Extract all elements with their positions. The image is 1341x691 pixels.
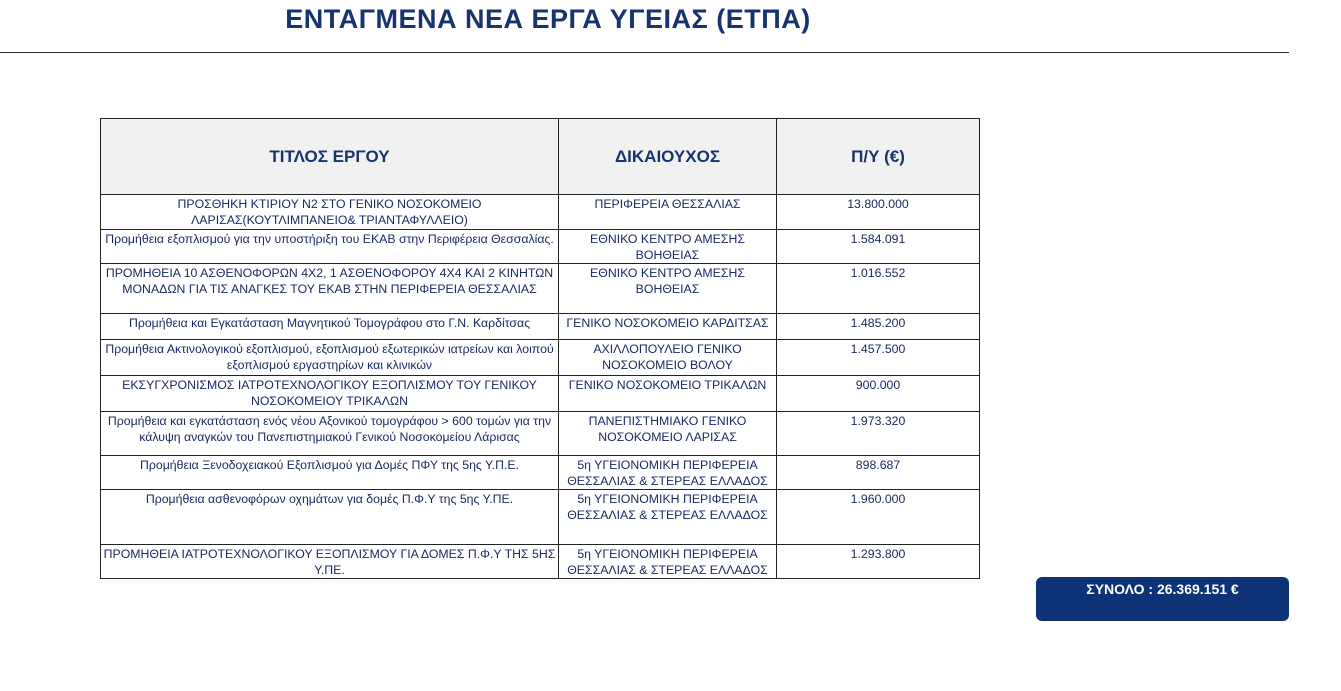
- table-row: [101, 490, 980, 545]
- beneficiary: ΓΕΝΙΚΟ ΝΟΣΟΚΟΜΕΙΟ ΤΡΙΚΑΛΩΝ: [559, 376, 777, 412]
- title-divider: [0, 52, 1289, 53]
- table-row: [101, 412, 980, 456]
- table-row: [101, 545, 980, 579]
- table-row: [101, 456, 980, 490]
- project-title: Προμήθεια Ακτινολογικού εξοπλισμού, εξοπλισμού εξωτερικών ιατρείων και λοιπού εξοπλισμού εργαστηρίων και κλινικών: [101, 340, 559, 376]
- budget: 1.584.091: [777, 230, 980, 264]
- project-title: Προμήθεια και εγκατάσταση ενός νέου Αξονικού τομογράφου > 600 τομών για την κάλυψη αναγκών του Πανεπιστημιακού Γενικού Νοσοκομείου Λάρισας: [101, 412, 559, 456]
- beneficiary: 5η ΥΓΕΙΟΝΟΜΙΚΗ ΠΕΡΙΦΕΡΕΙΑ ΘΕΣΣΑΛΙΑΣ & ΣΤΕΡΕΑΣ ΕΛΛΑΔΟΣ: [559, 490, 777, 545]
- beneficiary: ΠΑΝΕΠΙΣΤΗΜΙΑΚΟ ΓΕΝΙΚΟ ΝΟΣΟΚΟΜΕΙΟ ΛΑΡΙΣΑΣ: [559, 412, 777, 456]
- beneficiary: ΠΕΡΙΦΕΡΕΙΑ ΘΕΣΣΑΛΙΑΣ: [559, 195, 777, 230]
- budget: 1.485.200: [777, 314, 980, 340]
- table-row: [101, 376, 980, 412]
- project-title: Προμήθεια Ξενοδοχειακού Εξοπλισμού για Δομές ΠΦΥ της 5ης Υ.Π.Ε.: [101, 456, 559, 490]
- project-title: ΠΡΟΣΘΗΚΗ ΚΤΙΡΙΟΥ Ν2 ΣΤΟ ΓΕΝΙΚΟ ΝΟΣΟΚΟΜΕΙΟ ΛΑΡΙΣΑΣ(ΚΟΥΤΛΙΜΠΑΝΕΙΟ& ΤΡΙΑΝΤΑΦΥΛΛΕΙΟ): [101, 195, 559, 230]
- project-title: Προμήθεια ασθενοφόρων οχημάτων για δομές Π.Φ.Υ της 5ης Υ.ΠΕ.: [101, 490, 559, 545]
- header-beneficiary: ΔΙΚΑΙΟΥΧΟΣ: [559, 119, 777, 195]
- table-row: [101, 340, 980, 376]
- beneficiary: 5η ΥΓΕΙΟΝΟΜΙΚΗ ΠΕΡΙΦΕΡΕΙΑ ΘΕΣΣΑΛΙΑΣ & ΣΤΕΡΕΑΣ ΕΛΛΑΔΟΣ: [559, 545, 777, 579]
- budget: 1.457.500: [777, 340, 980, 376]
- budget: 1.293.800: [777, 545, 980, 579]
- project-title: Προμήθεια και Εγκατάσταση Μαγνητικού Τομογράφου στο Γ.Ν. Καρδίτσας: [101, 314, 559, 340]
- beneficiary: 5η ΥΓΕΙΟΝΟΜΙΚΗ ΠΕΡΙΦΕΡΕΙΑ ΘΕΣΣΑΛΙΑΣ & ΣΤΕΡΕΑΣ ΕΛΛΑΔΟΣ: [559, 456, 777, 490]
- budget: 1.960.000: [777, 490, 980, 545]
- projects-table: [100, 118, 980, 579]
- total-badge: ΣΥΝΟΛΟ : 26.369.151 €: [1036, 577, 1289, 621]
- project-title: ΠΡΟΜΗΘΕΙΑ ΙΑΤΡΟΤΕΧΝΟΛΟΓΙΚΟΥ ΕΞΟΠΛΙΣΜΟΥ ΓΙΑ ΔΟΜΕΣ Π.Φ.Υ ΤΗΣ 5ΗΣ Υ.ΠΕ.: [101, 545, 559, 579]
- header-title: ΤΙΤΛΟΣ ΕΡΓΟΥ: [101, 119, 559, 195]
- budget: 898.687: [777, 456, 980, 490]
- page-title: ΕΝΤΑΓΜΕΝΑ ΝΕΑ ΕΡΓΑ ΥΓΕΙΑΣ (ΕΤΠΑ): [285, 4, 811, 34]
- table-row: [101, 230, 980, 264]
- budget: 900.000: [777, 376, 980, 412]
- budget: 1.016.552: [777, 264, 980, 314]
- project-title: ΕΚΣΥΓΧΡΟΝΙΣΜΟΣ ΙΑΤΡΟΤΕΧΝΟΛΟΓΙΚΟΥ ΕΞΟΠΛΙΣΜΟΥ ΤΟΥ ΓΕΝΙΚΟΥ ΝΟΣΟΚΟΜΕΙΟΥ ΤΡΙΚΑΛΩΝ: [101, 376, 559, 412]
- table-row: [101, 264, 980, 314]
- table-row: [101, 195, 980, 230]
- beneficiary: ΕΘΝΙΚΟ ΚΕΝΤΡΟ ΑΜΕΣΗΣ ΒΟΗΘΕΙΑΣ: [559, 264, 777, 314]
- beneficiary: ΑΧΙΛΛΟΠΟΥΛΕΙΟ ΓΕΝΙΚΟ ΝΟΣΟΚΟΜΕΙΟ ΒΟΛΟΥ: [559, 340, 777, 376]
- beneficiary: ΕΘΝΙΚΟ ΚΕΝΤΡΟ ΑΜΕΣΗΣ ΒΟΗΘΕΙΑΣ: [559, 230, 777, 264]
- project-title: Προμήθεια εξοπλισμού για την υποστήριξη του ΕΚΑΒ στην Περιφέρεια Θεσσαλίας.: [101, 230, 559, 264]
- budget: 1.973.320: [777, 412, 980, 456]
- header-budget: Π/Υ (€): [777, 119, 980, 195]
- budget: 13.800.000: [777, 195, 980, 230]
- project-title: ΠΡΟΜΗΘΕΙΑ 10 ΑΣΘΕΝΟΦΟΡΩΝ 4Χ2, 1 ΑΣΘΕΝΟΦΟΡΟΥ 4Χ4 ΚΑΙ 2 ΚΙΝΗΤΩΝ ΜΟΝΑΔΩΝ ΓΙΑ ΤΙΣ ΑΝΑΓΚΕΣ ΤΟΥ ΕΚΑΒ ΣΤΗΝ ΠΕΡΙΦΕΡΕΙΑ ΘΕΣΣΑΛΙΑΣ: [101, 264, 559, 314]
- table-row: [101, 314, 980, 340]
- table-header-row: [101, 119, 980, 195]
- beneficiary: ΓΕΝΙΚΟ ΝΟΣΟΚΟΜΕΙΟ ΚΑΡΔΙΤΣΑΣ: [559, 314, 777, 340]
